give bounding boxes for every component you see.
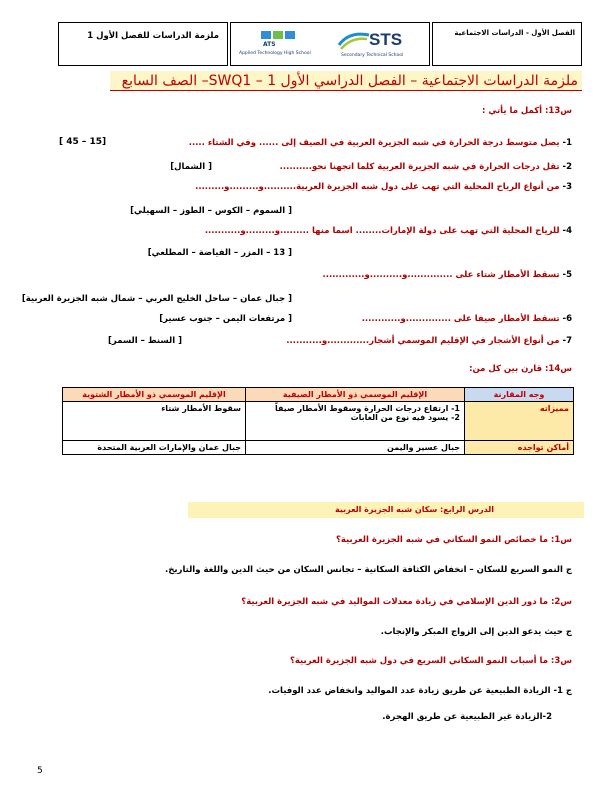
table-header-row <box>63 388 574 402</box>
q13-item-5: 5- تسقط الأمطار شتاء على ..............و..........و............. <box>322 270 572 280</box>
question-1: س1: ما خصائص النمو السكاني في شبه الجزيرة العربية؟ <box>335 535 572 545</box>
header-course-text: الفصل الأول - الدراسات الاجتماعية <box>454 29 575 37</box>
question-3: س3: ما أسباب النمو السكاني السريع في دول شبه الجزيرة العربية؟ <box>289 656 572 666</box>
sts-logo-text: STS <box>369 30 403 49</box>
ats-block-icon <box>273 31 283 39</box>
answer-1: ج النمو السريع للسكان – انخفاض الكثافة السكانية – تجانس السكان من حيث الدين واللغة والتاريخ. <box>165 565 572 575</box>
table-header-cell: الإقليم الموسمي ذو الأمطار الصيفية <box>246 388 465 402</box>
q13-answer-2: [ الشمال] <box>170 162 212 172</box>
ats-block-icon <box>261 31 271 39</box>
q13-label: س13: أكمل ما يأتي : <box>482 106 572 116</box>
header-logo-box <box>230 22 430 66</box>
q13-item-2: 2- تقل درجات الحرارة في شبه الجزيرة العربية كلما اتجهنا نحو.......... <box>279 162 572 172</box>
page-number: 5 <box>37 766 43 776</box>
table-header-cell: الإقليم الموسمي ذو الأمطار الشتوية <box>63 388 246 402</box>
ats-logo-subtext: Applied Technology High School <box>239 51 311 56</box>
question-2: س2: ما دور الدين الإسلامي في زيادة معدلات المواليد في شبه الجزيرة العربية؟ <box>241 597 572 607</box>
table-cell: جبال عسير واليمن <box>246 441 465 455</box>
q13-range: [ 45 – 15] <box>59 137 107 147</box>
q13-answer-7: [ السنط – السمر] <box>108 336 182 346</box>
q14-label: س14: قارن بين كل من: <box>469 364 572 374</box>
row-label: أماكن تواجده <box>465 441 574 455</box>
row-label: مميزاته <box>465 402 574 441</box>
table-cell: سقوط الأمطار شتاء <box>63 402 246 441</box>
table-cell: 1- ارتفاع درجات الحرارة وسقوط الأمطار صيفاً 2- يسود فيه نوع من الغابات <box>246 402 465 441</box>
q13-item-3: 3- من أنواع الرياح المحلية التي تهب على دول شبه الجزيرة العربية..........و.........و......... <box>195 182 572 192</box>
q13-answer-4: [ 13 – المزر – الفياضة – المطلعي] <box>147 248 292 258</box>
header-booklet-text: ملزمة الدراسات للفصل الأول 1 <box>87 31 219 41</box>
table-row <box>63 441 574 455</box>
ats-logo <box>237 29 321 61</box>
q13-item-6: 6- تسقط الأمطار صيفا على ..............و............ <box>361 314 572 324</box>
lesson-title: الدرس الرابع: سكان شبه الجزيرة العربية <box>188 502 584 518</box>
q13-answer-6: [ مرتفعات اليمن – جنوب عسير] <box>159 314 292 324</box>
q13-item-1: 1- يصل متوسط درجة الحرارة في شبه الجزيرة العربية في الصيف إلى ...... وفي الشتاء ..... <box>188 138 572 148</box>
header-booklet-box <box>58 22 228 66</box>
q13-item-7: 7- من أنواع الأشجار في الإقليم الموسمي أشجار.............و........... <box>286 336 572 346</box>
answer-2: ج حيث يدعو الدين إلى الزواج المبكر والإنجاب. <box>380 627 572 637</box>
sts-logo-subtext: Secondary Technical School <box>341 53 404 58</box>
header-course-box <box>432 22 582 66</box>
q13-answer-3: [ السموم – الكوس – الطوز – السهيلي] <box>130 206 292 216</box>
q13-item-4: 4- للرياح المحلية التي تهب على دولة الإمارات........ اسما منها .........و.........و........... <box>204 226 572 236</box>
table-row <box>63 402 574 441</box>
table-cell: جبال عمان والإمارات العربية المتحدة <box>63 441 246 455</box>
sts-logo <box>335 27 427 63</box>
ats-block-icon <box>285 31 295 39</box>
q13-answer-5: [ جبال عمان – ساحل الخليج العربي – شمال شبه الجزيرة العربية] <box>21 294 292 304</box>
answer-3-part-2: 2-الزيادة غير الطبيعية عن طريق الهجرة. <box>382 712 552 722</box>
ats-logo-text: ATS <box>263 41 276 48</box>
comparison-table <box>62 387 574 455</box>
page-title: ملزمة الدراسات الاجتماعية – الفصل الدراسي الأول 1 – SWQ1– الصف السابع <box>110 71 582 91</box>
answer-3: ج 1- الزيادة الطبيعية عن طريق زيادة عدد المواليد وانخفاض عدد الوفيات. <box>268 686 572 696</box>
table-header-cell: وجه المقارنة <box>465 388 574 402</box>
